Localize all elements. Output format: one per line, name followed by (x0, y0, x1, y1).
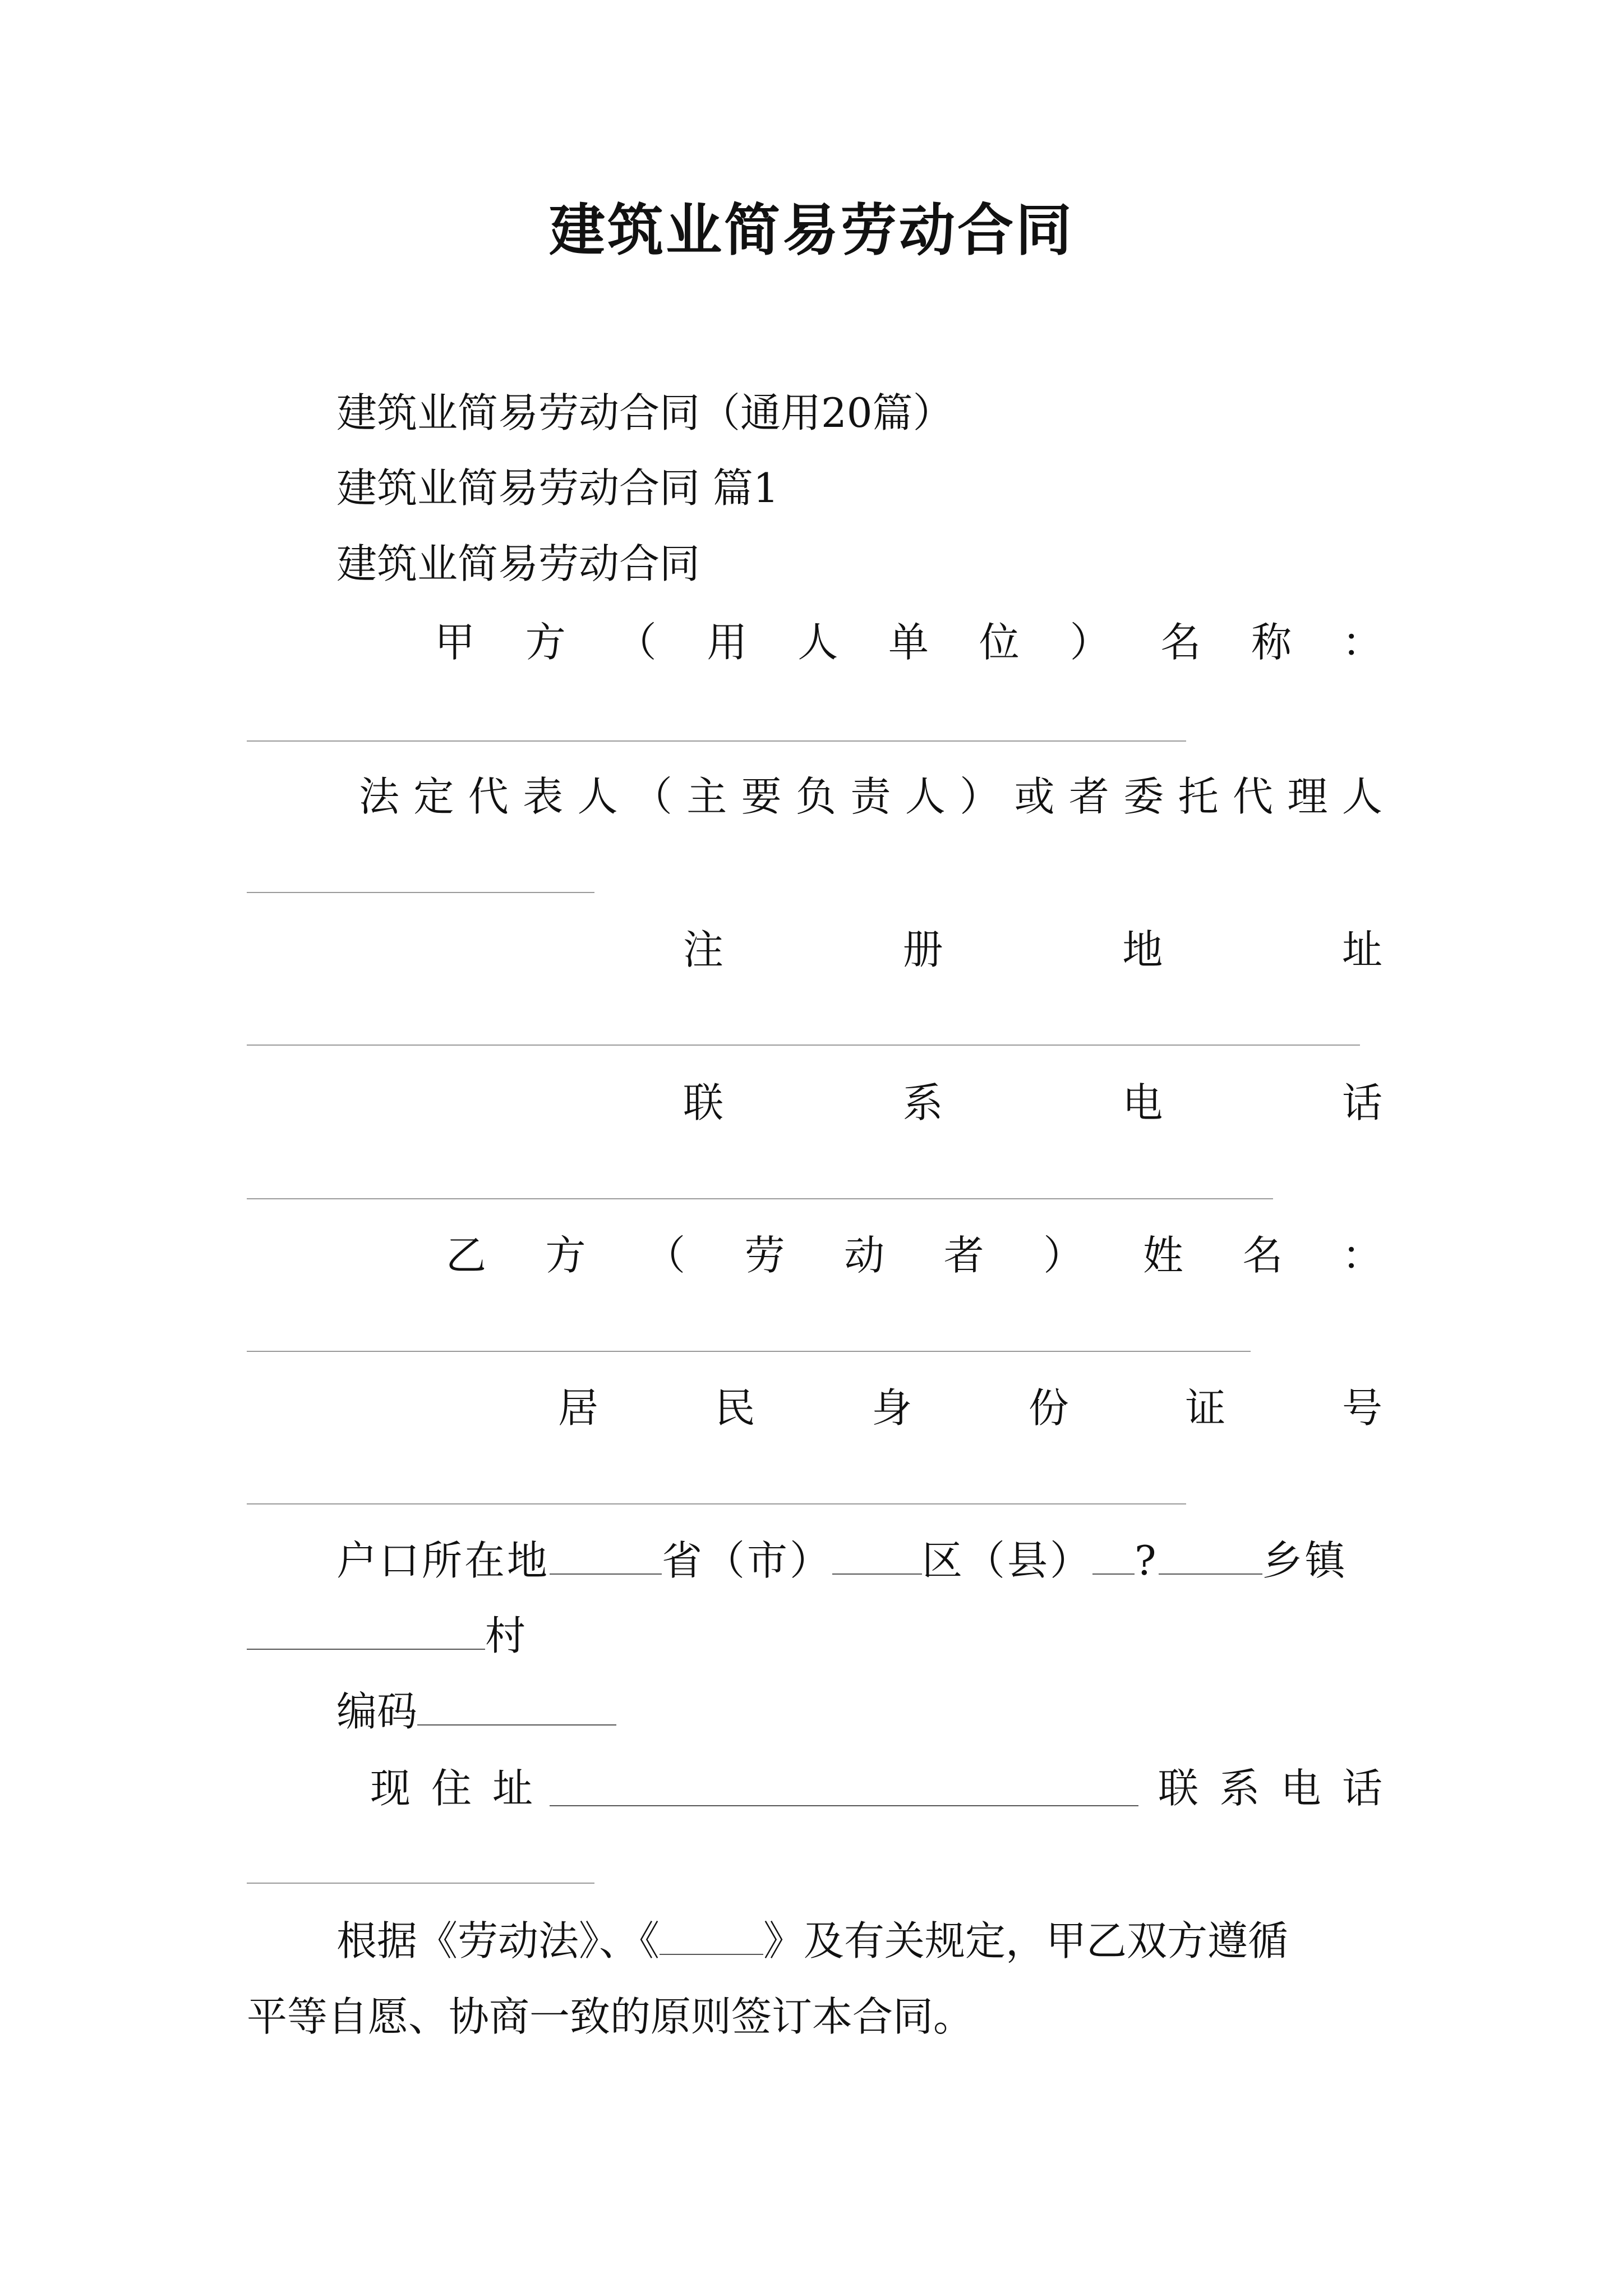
hukou-question: ? (1135, 1537, 1159, 1584)
party-b-name-blank[interactable] (247, 1351, 1251, 1352)
phone-a-label: 联 系 电 话 (683, 1079, 1382, 1126)
hukou-province-blank[interactable] (550, 1540, 662, 1575)
hukou-village: 村 (485, 1612, 526, 1659)
regulation-name-blank[interactable] (660, 1920, 763, 1955)
current-phone-blank[interactable] (247, 1883, 594, 1884)
basis-line-1 (336, 1914, 1288, 1968)
hukou-town-blank[interactable] (1159, 1540, 1262, 1575)
hukou-label: 户口所在地 (336, 1537, 550, 1584)
postcode-blank[interactable] (417, 1691, 616, 1726)
chapter-line: 建筑业简易劳动合同 篇1 (336, 464, 779, 512)
basis-text-a: 根据《劳动法》、《 (336, 1917, 660, 1964)
party-a-name-blank[interactable] (247, 740, 1186, 742)
subtitle-line: 建筑业简易劳动合同（通用20篇） (336, 389, 953, 436)
hukou-village-blank[interactable] (247, 1615, 485, 1650)
party-a-name-label: 甲 方 （ 用 人 单 位 ） 名 称 ： (435, 619, 1382, 666)
hukou-street-blank[interactable] (1092, 1540, 1135, 1575)
hukou-town: 乡镇 (1262, 1537, 1348, 1584)
reg-address-blank[interactable] (247, 1045, 1360, 1046)
hukou-province: 省（市） (662, 1537, 833, 1584)
hukou-line (336, 1534, 1348, 1588)
postcode-line (336, 1685, 616, 1738)
legal-rep-blank[interactable] (247, 892, 594, 893)
hukou-village-line (247, 1609, 525, 1663)
hukou-district-blank[interactable] (832, 1540, 922, 1575)
hukou-district: 区（县） (922, 1537, 1093, 1584)
reg-address-label: 注 册 地 址 (683, 926, 1382, 973)
basis-line-2: 平等自愿、协商一致的原则签订本合同。 (247, 1993, 974, 2040)
current-phone-label: 联 系 电 话 (1158, 1765, 1382, 1812)
document-title: 建筑业简易劳动合同 (549, 197, 1074, 263)
legal-rep-label: 法 定 代 表 人 （ 主 要 负 责 人 ） 或 者 委 托 代 理 人 (359, 773, 1382, 820)
current-address-blank[interactable] (550, 1805, 1138, 1806)
id-number-label: 居 民 身 份 证 号 (558, 1384, 1382, 1432)
current-address-label: 现 住 址 (370, 1765, 533, 1812)
phone-a-blank[interactable] (247, 1198, 1273, 1199)
contract-heading: 建筑业简易劳动合同 (336, 540, 700, 587)
basis-text-b: 》及有关规定，甲乙双方遵循 (763, 1917, 1289, 1964)
id-number-blank[interactable] (247, 1503, 1186, 1504)
postcode-label: 编码 (336, 1688, 418, 1735)
party-b-name-label: 乙 方 （ 劳 动 者 ） 姓 名 ： (446, 1232, 1382, 1279)
